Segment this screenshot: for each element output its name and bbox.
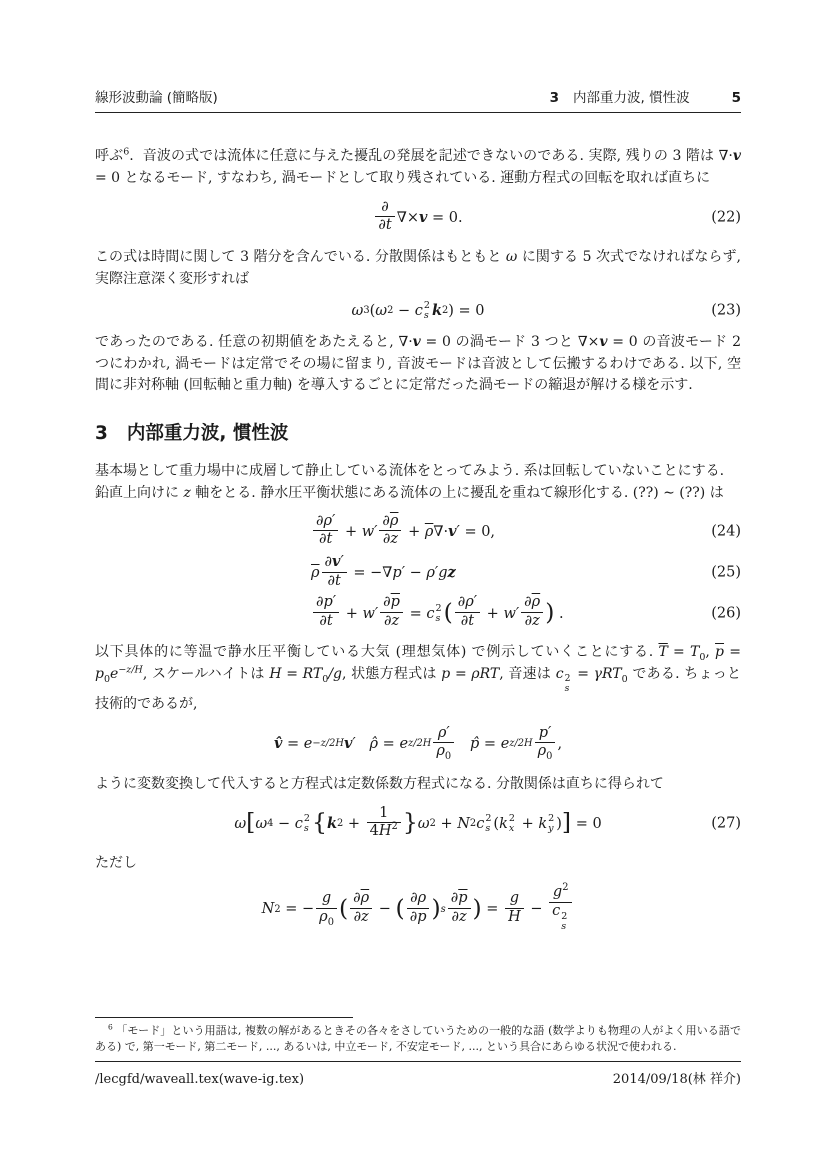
page-header (95, 86, 741, 113)
equation-buoyancy-frequency (95, 882, 741, 933)
header-section-title: 内部重力波, 慣性波 (573, 90, 690, 106)
section-number: 3 (95, 422, 108, 444)
footer-file-path: /lecgfd/waveall.tex(wave-ig.tex) (95, 1072, 305, 1087)
header-right (550, 86, 741, 106)
paragraph-tadashi: ただし (95, 855, 137, 872)
paragraph-linearize: 鉛直上向けに z 軸をとる. 静水圧平衡状態にある流体の上に擾乱を重ねて線形化する. (??) ∼ (??) は (95, 484, 724, 501)
equation-22 (95, 200, 741, 236)
section-title: 内部重力波, 慣性波 (126, 422, 289, 444)
equation-26-number: (26) (711, 605, 741, 622)
page-footer (95, 1061, 741, 1087)
header-section-number: 3 (549, 90, 559, 106)
equation-26 (95, 596, 741, 632)
equation-22-content: $\frac{\partial}{\partial t}$ ∇× v = 0. (373, 200, 462, 236)
equation-group-24-26 (95, 510, 741, 636)
header-page-number: 5 (731, 90, 741, 106)
equation-25-content: $\overline{\rho}$ $\frac{\partial v'}{\partial t}$ = −∇ p′ − ρ′g z (311, 553, 456, 589)
equation-24-number: (24) (711, 523, 741, 540)
paragraph-basic-state: 基本場として重力場中に成層して静止している流体をとってみよう. 系は回転していないことにする. (95, 463, 725, 480)
equation-22-number: (22) (711, 209, 741, 226)
equation-25-number: (25) (711, 564, 741, 581)
paragraph-isothermal-example: 以下具体的に等温で静水圧平衡している大気 (理想気体) で例示していくことにする. $\overline{T} = T_0$, $\overline{p} = p_0e^{-z/H}$, スケールハイトは $H = RT_0/g$, 状態方程式は p = ρRT, 音速は c 2 s = γRT$_0$ である. ちょっと技術的であるが, (95, 644, 746, 712)
equation-23-content: ω 3 ( ω 2 − c 2 s k 2 ) = 0 (351, 300, 485, 322)
equation-23-number: (23) (711, 302, 741, 319)
footnote-separator (95, 1017, 353, 1018)
equation-24 (95, 514, 741, 550)
paragraph-dispersion-lead: この式は時間に関して 3 階分を含んでいる. 分散関係はもともと ω に関する 5 次式でなければならず, 実際注意深く変形すれば (95, 249, 746, 287)
equation-23 (95, 301, 741, 321)
equation-25 (95, 555, 741, 592)
footer-date-author: 2014/09/18(林 祥介) (612, 1072, 741, 1087)
paragraph-mode-splitting: であったのである. 任意の初期値をあたえると, ∇·v = 0 の渦モード 3 つと ∇×v = 0 の音波モード 2 つにわかれ, 渦モードは定常でその場に留まり, 音波モードは音波として伝搬するわけである. 以下, 空間に非対称軸 (回転軸と重力軸) を導入するごとに定常だった渦モードの縮退が解ける様を示す. (95, 334, 746, 394)
document-body (95, 130, 746, 1054)
header-doc-title: 線形波動論 (簡略版) (95, 90, 218, 106)
footnote-block (95, 1017, 741, 1054)
paragraph-intro: 呼ぶ$^6$. 音波の式では流体に任意に与えた擾乱の発展を記述できないのである. 実際, 残りの 3 階は ∇·v = 0 となるモード, すなわち, 渦モードとして取り残されている. 運動方程式の回転を取れば直ちに (95, 146, 746, 186)
equation-27-number: (27) (711, 815, 741, 832)
equation-27 (95, 806, 741, 842)
equation-27-content: ω [ ω 4 − c 2 s { k 2 + $\frac{1}{4H^2}$ } ω 2 + N 2 c 2 s ( k 2 x + k 2 y ) ] = 0 (234, 804, 602, 840)
equation-24-content: $\frac{\partial\rho'}{\partial t}$ + w′ $\frac{\partial\overline{\rho}}{\partial z}$ + $\overline{\rho}$ ∇· v ′ = 0, (311, 514, 495, 550)
equation-buoyancy-frequency-content: N 2 = − $\frac{g}{\rho_0}$ ( $\frac{\partial\overline{\rho}}{\partial z}$ − ( $\frac{\partial\rho}{\partial p}$ ) s $\frac{\partial\overline{p}}{\partial z}$ ) = $\frac{g}{H}$ − $g^2$ c 2 s (262, 886, 575, 933)
equation-variable-transform-content: v̂ = e −z/2H v ′ ρ̂ = e z/2H $\frac{\rho'}{\rho_0}$ p̂ = e z/2H $\frac{p'}{\rho_0}$ , (273, 724, 563, 763)
section-heading (95, 423, 741, 445)
equation-26-content: $\frac{\partial p'}{\partial t}$ + w′ $\frac{\partial\overline{p}}{\partial z}$ = c 2 s ( $\frac{\partial\rho'}{\partial t}$ + w′ $\frac{\partial\overline{\rho}}{\partial z}$ ) . (311, 596, 564, 632)
footnote-text: $^6$ 「モード」という用語は, 複数の解があるときその各々をさしていうための一般的な語 (数学よりも物理の人がよく用いる語である) で, 第一モード, 第二モード, ..., あるいは, 中立モード, 不安定モード, ..., という具合にあらゆる状況で使われる. (95, 1022, 741, 1053)
equation-variable-transform (95, 726, 741, 762)
paragraph-substitution: ように変数変換して代入すると方程式は定数係数方程式になる. 分散関係は直ちに得られて (95, 775, 664, 792)
